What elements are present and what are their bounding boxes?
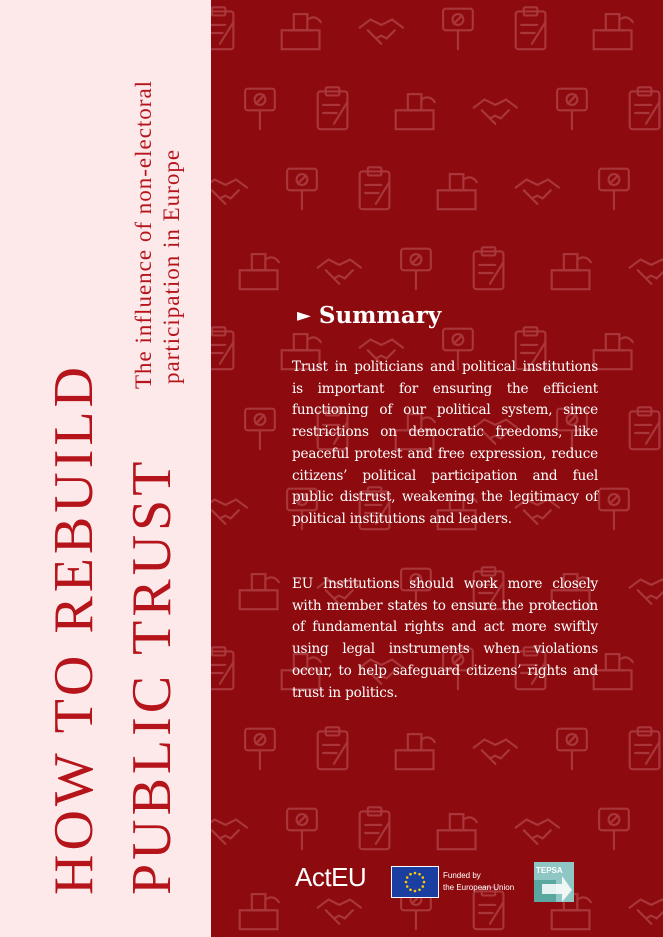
pattern-icon: [287, 809, 317, 850]
pattern-icon: [630, 727, 660, 769]
pattern-icon: [287, 169, 317, 210]
pattern-icon: [599, 489, 629, 530]
pattern-icon: [552, 254, 591, 289]
pattern-icon: [438, 814, 477, 849]
pattern-icon: [557, 89, 587, 130]
tepsa-logo-text: TEPSA: [536, 866, 563, 875]
pattern-icon: [211, 180, 247, 204]
pattern-icon: [438, 174, 477, 209]
partner-logos: [211, 858, 663, 908]
pattern-icon: [599, 809, 629, 850]
cover-title-line-1: HOW TO REBUILD: [43, 363, 105, 895]
cover-title-line-2: PUBLIC TRUST: [121, 457, 183, 895]
pattern-icon: [443, 9, 473, 50]
pattern-icon: [245, 729, 275, 770]
pattern-icon: [594, 334, 633, 369]
pattern-icon: [245, 89, 275, 130]
summary-paragraph-1: Trust in politicians and political institutions is important for ensuring the efficient functioning of our political system, since restrictions on democratic freedoms, like peaceful protest and free expression, reduce citizens’ political participation and fuel public distrust, weakening the legitimacy of political institutions and leaders.: [292, 359, 598, 527]
pattern-icon: [474, 100, 517, 124]
pattern-icon: [474, 247, 504, 289]
play-triangle-icon: ►: [297, 305, 311, 326]
pattern-icon: [211, 647, 233, 689]
summary-heading-label: Summary: [318, 302, 442, 329]
pattern-icon: [360, 167, 390, 209]
pattern-icon: [594, 654, 633, 689]
pattern-icon: [240, 574, 279, 609]
pattern-icon: [557, 729, 587, 770]
pattern-icon: [211, 500, 247, 524]
eu-funding-text: [443, 870, 514, 894]
summary-heading: [297, 302, 441, 329]
pattern-icon: [516, 820, 559, 844]
cover-subtitle-line-1: The influence of non-electoral: [131, 79, 156, 389]
eu-funding-line-2: the European Union: [443, 883, 515, 892]
summary-panel: [211, 0, 663, 937]
pattern-icon: [630, 407, 660, 449]
pattern-icon: [516, 7, 546, 49]
pattern-icon: [516, 180, 559, 204]
cover-subtitle-line-2: participation in Europe: [159, 148, 184, 384]
cover-title-panel: [0, 0, 211, 937]
pattern-icon: [360, 20, 403, 44]
pattern-icon: [211, 327, 233, 369]
pattern-icon: [282, 14, 321, 49]
tepsa-logo: [534, 862, 574, 902]
pattern-icon: [318, 87, 348, 129]
pattern-icon: [360, 807, 390, 849]
pattern-icon: [396, 734, 435, 769]
pattern-icon: [396, 94, 435, 129]
pattern-icon: [599, 169, 629, 210]
pattern-icon: [318, 260, 361, 284]
summary-paragraph-2: EU Institutions should work more closely with member states to ensure the protection of fundamental rights and act more swiftly using legal instruments when violations occur, to help safeguard citizens’ rights and trust in politics.: [292, 576, 598, 701]
eu-funding-line-1: Funded by: [443, 871, 481, 880]
eu-flag-icon: [391, 866, 439, 898]
pattern-icon: [240, 254, 279, 289]
pattern-icon: [630, 87, 660, 129]
acteu-logo: ActEU: [295, 862, 367, 892]
pattern-icon: [474, 740, 517, 764]
pattern-icon: [594, 14, 633, 49]
pattern-icon: [401, 249, 431, 290]
pattern-icon: [630, 260, 663, 284]
pattern-icon: [318, 727, 348, 769]
pattern-icon: [211, 7, 233, 49]
pattern-icon: [630, 580, 663, 604]
pattern-icon: [245, 409, 275, 450]
pattern-icon: [211, 820, 247, 844]
